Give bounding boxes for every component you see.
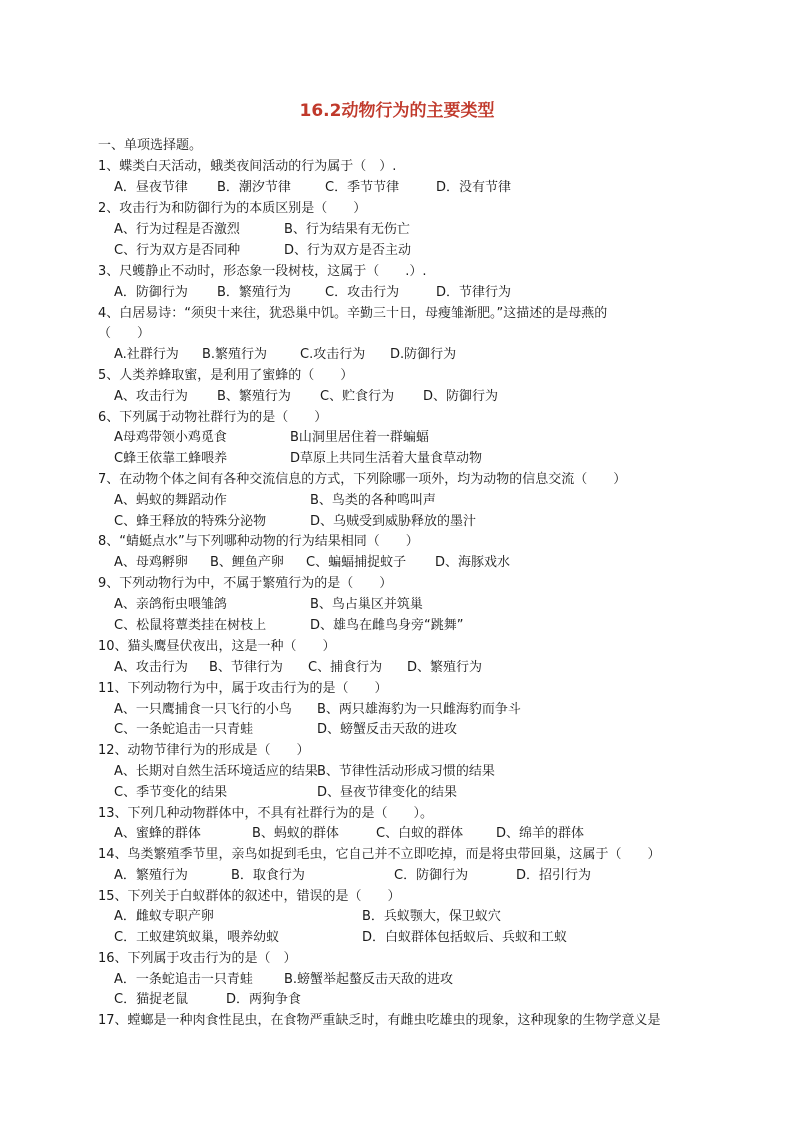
answer-option: C、季节变化的结果 — [114, 785, 228, 800]
answer-option: C．防御行为 — [394, 868, 469, 883]
answer-option: C蜂王依靠工蜂喂养 — [114, 451, 228, 466]
answer-option: B．兵蚁颚大，保卫蚁穴 — [362, 909, 501, 924]
answer-option: B、两只雄海豹为一只雌海豹而争斗 — [317, 702, 521, 717]
question-text: 10、猫头鹰昼伏夜出，这是一种（ ） — [98, 639, 336, 654]
question-text: 2、攻击行为和防御行为的本质区别是（ ） — [98, 201, 367, 216]
answer-option: D、螃蟹反击天敌的进攻 — [317, 722, 458, 737]
answer-option: C、松鼠将蕈类挂在树枝上 — [114, 618, 267, 633]
answer-option: B．取食行为 — [231, 868, 305, 883]
question-text: 5、人类养蜂取蜜，是利用了蜜蜂的（ ） — [98, 368, 354, 383]
answer-option: A、长期对自然生活环境适应的结果 — [114, 764, 318, 779]
question-text: （ ） — [98, 326, 151, 341]
answer-option: D．招引行为 — [516, 868, 592, 883]
answer-option: B．潮汐节律 — [217, 180, 291, 195]
answer-option: D．没有节律 — [436, 180, 512, 195]
question-text: 4、白居易诗：“须臾十来往，犹恐巢中饥。辛勤三十日，母瘦雏渐肥。”这描述的是母燕的 — [98, 306, 608, 321]
question-text: 15、下列关于白蚁群体的叙述中，错误的是（ ） — [98, 889, 401, 904]
answer-option: A、攻击行为 — [114, 389, 188, 404]
question-text: 13、下列几种动物群体中，不具有社群行为的是（ ）。 — [98, 806, 434, 821]
answer-option: B、节律性活动形成习惯的结果 — [317, 764, 495, 779]
answer-option: C．季节节律 — [325, 180, 400, 195]
answer-option: A、蚂蚁的舞蹈动作 — [114, 493, 227, 508]
answer-option: C、捕食行为 — [308, 660, 383, 675]
answer-option: C、贮食行为 — [320, 389, 395, 404]
question-text: 12、动物节律行为的形成是（ ） — [98, 743, 310, 758]
answer-option: C.攻击行为 — [300, 347, 366, 362]
question-text: 16、下列属于攻击行为的是（ ） — [98, 951, 297, 966]
answer-option: A、攻击行为 — [114, 660, 188, 675]
question-text: 17、螳螂是一种肉食性昆虫，在食物严重缺乏时，有雌虫吃雄虫的现象，这种现象的生物学意义是 — [98, 1013, 661, 1028]
answer-option: D、乌贼受到威胁释放的墨汁 — [310, 514, 477, 529]
question-text: 7、在动物个体之间有各种交流信息的方式，下列除哪一项外，均为动物的信息交流（ ） — [98, 472, 627, 487]
answer-option: C．猫捉老鼠 — [114, 992, 189, 1007]
answer-option: B、行为结果有无伤亡 — [284, 222, 410, 237]
question-text: 11、下列动物行为中，属于攻击行为的是（ ） — [98, 681, 388, 696]
answer-option: D、行为双方是否主动 — [284, 243, 412, 258]
answer-option: A、母鸡孵卵 — [114, 555, 188, 570]
answer-option: B．繁殖行为 — [217, 285, 291, 300]
answer-option: A．昼夜节律 — [114, 180, 188, 195]
question-text: 9、下列动物行为中，不属于繁殖行为的是（ ） — [98, 576, 393, 591]
answer-option: B山洞里居住着一群蝙蝠 — [290, 430, 429, 445]
answer-option: D、昼夜节律变化的结果 — [317, 785, 458, 800]
answer-option: C．工蚁建筑蚁巢，喂养幼蚁 — [114, 930, 280, 945]
question-text: 3、尺蠖静止不动时，形态象一段树枝，这属于（ .）. — [98, 264, 427, 279]
answer-option: D、海豚戏水 — [435, 555, 511, 570]
question-text: 14、鸟类繁殖季节里，亲鸟如捉到毛虫，它自己并不立即吃掉，而是将虫带回巢，这属于（ ） — [98, 847, 661, 862]
answer-option: C、白蚁的群体 — [376, 826, 464, 841]
answer-option: A．一条蛇追击一只青蛙 — [114, 972, 253, 987]
answer-option: C．攻击行为 — [325, 285, 400, 300]
page-title: 16.2动物行为的主要类型 — [299, 101, 495, 121]
question-text: 6、下列属于动物社群行为的是（ ） — [98, 410, 328, 425]
answer-option: B、鲤鱼产卵 — [210, 555, 284, 570]
answer-option: B.螃蟹举起螯反击天敌的进攻 — [284, 972, 454, 987]
answer-option: D．两狗争食 — [226, 992, 302, 1007]
answer-option: A、蜜蜂的群体 — [114, 826, 201, 841]
answer-option: B、繁殖行为 — [217, 389, 291, 404]
answer-option: C、一条蛇追击一只青蛙 — [114, 722, 254, 737]
answer-option: B、节律行为 — [209, 660, 283, 675]
section-heading: 一、单项选择题。 — [98, 138, 203, 153]
answer-option: A．繁殖行为 — [114, 868, 188, 883]
answer-option: A．防御行为 — [114, 285, 188, 300]
answer-option: C、行为双方是否同种 — [114, 243, 241, 258]
answer-option: A.社群行为 — [114, 347, 179, 362]
answer-option: D草原上共同生活着大量食草动物 — [290, 451, 483, 466]
answer-option: A、一只鹰捕食一只飞行的小鸟 — [114, 702, 292, 717]
answer-option: D.防御行为 — [390, 347, 457, 362]
answer-option: C、蜂王释放的特殊分泌物 — [114, 514, 267, 529]
answer-option: D、雄鸟在雌鸟身旁“跳舞” — [310, 618, 464, 633]
answer-option: A、亲鸽衔虫喂雏鸽 — [114, 597, 227, 612]
answer-option: A母鸡带领小鸡觅食 — [114, 430, 227, 445]
answer-option: C、蝙蝠捕捉蚊子 — [306, 555, 407, 570]
answer-option: B.繁殖行为 — [202, 347, 268, 362]
answer-option: D、防御行为 — [423, 389, 499, 404]
question-text: 1、蝶类白天活动，蛾类夜间活动的行为属于（ ）. — [98, 159, 397, 174]
answer-option: A、行为过程是否激烈 — [114, 222, 240, 237]
question-text: 8、“蜻蜓点水”与下列哪种动物的行为结果相同（ ） — [98, 534, 419, 549]
answer-option: B、鸟占巢区并筑巢 — [310, 597, 423, 612]
answer-option: D．节律行为 — [436, 285, 512, 300]
answer-option: A．雌蚁专职产卵 — [114, 909, 214, 924]
answer-option: D、绵羊的群体 — [496, 826, 585, 841]
answer-option: B、蚂蚁的群体 — [252, 826, 339, 841]
answer-option: D．白蚁群体包括蚁后、兵蚁和工蚁 — [362, 930, 568, 945]
answer-option: B、鸟类的各种鸣叫声 — [310, 493, 436, 508]
answer-option: D、繁殖行为 — [407, 660, 483, 675]
